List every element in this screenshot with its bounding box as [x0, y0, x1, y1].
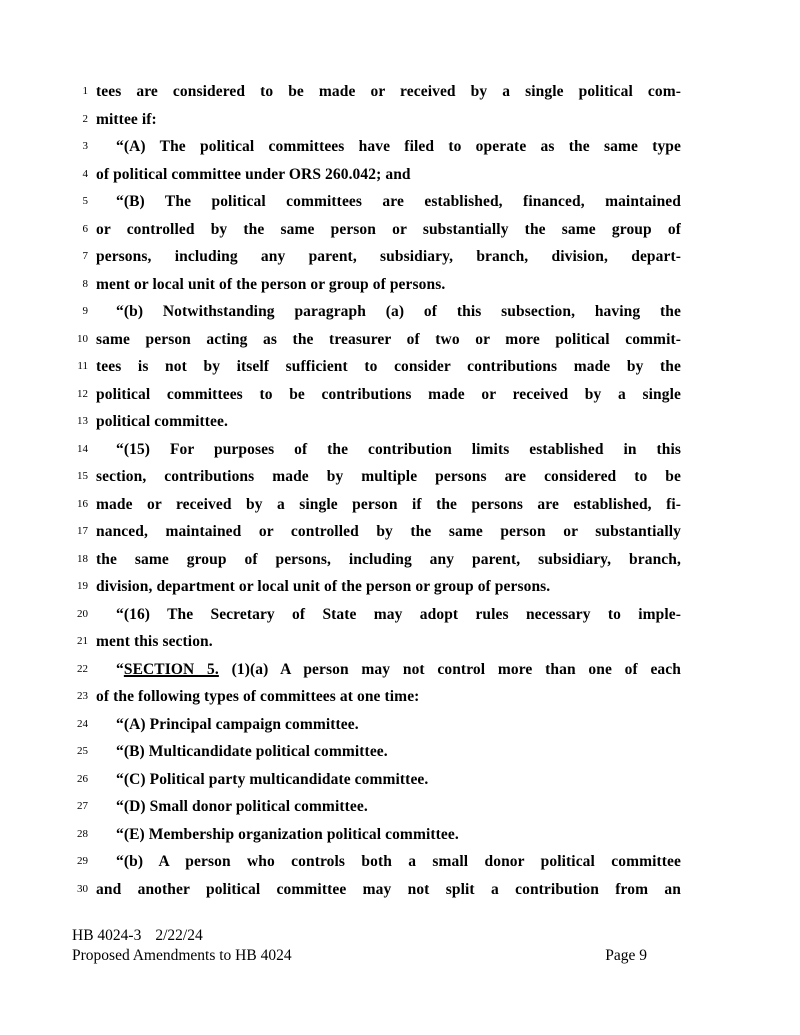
text-line: [72, 711, 681, 739]
line-text: [96, 353, 681, 381]
line-text: [96, 216, 681, 244]
text-line: [72, 518, 681, 546]
bill-text-body: [72, 78, 681, 903]
text-segment: “(D) Small donor political committee.: [116, 798, 368, 815]
text-segment: persons, including any parent, subsidiary, branch, division, depart-: [96, 248, 681, 265]
line-text: [96, 298, 681, 326]
line-number: 15: [77, 470, 88, 482]
line-text: [96, 876, 681, 904]
line-number: 16: [77, 497, 88, 510]
line-text: [96, 711, 681, 739]
line-number: 22: [77, 662, 88, 675]
text-segment: ment or local unit of the person or group of persons.: [96, 275, 446, 293]
footer-document-title: Proposed Amendments to HB 4024: [72, 947, 292, 964]
line-text: [96, 381, 681, 409]
line-number: 19: [77, 580, 88, 592]
line-text: [96, 188, 681, 216]
text-line: [72, 876, 681, 904]
line-number: 20: [77, 607, 88, 620]
line-text: [96, 683, 681, 711]
line-text: [96, 518, 681, 546]
line-number: 27: [77, 800, 88, 812]
text-segment: the same group of persons, including any parent, subsidiary, branch,: [96, 550, 681, 568]
underlined-section-label: SECTION 5.: [123, 660, 219, 678]
line-number: 24: [77, 717, 88, 730]
line-text: [96, 491, 681, 519]
text-line: [72, 106, 681, 134]
text-line: [72, 78, 681, 106]
footer-page-number: Page 9: [605, 947, 647, 964]
text-segment: ment this section.: [96, 633, 213, 650]
footer-bill-id: HB 4024-3: [72, 927, 142, 944]
line-text: [96, 848, 681, 876]
footer-date: 2/22/24: [155, 927, 203, 944]
line-text: [96, 656, 681, 684]
text-segment: “(15) For purposes of the contribution limits established in this: [116, 440, 681, 458]
text-line: [72, 683, 681, 711]
line-text: [96, 326, 681, 354]
line-text: [96, 628, 681, 656]
text-line: [72, 738, 681, 766]
line-number: 21: [77, 635, 88, 647]
text-segment: tees is not by itself sufficient to consider contributions made by the: [96, 358, 681, 375]
text-line: [72, 133, 681, 161]
line-text: [96, 133, 681, 161]
line-number: 7: [82, 250, 88, 262]
text-segment: nanced, maintained or controlled by the same person or substantially: [96, 523, 681, 540]
text-segment: “(E) Membership organization political committee.: [116, 825, 459, 843]
line-number: 10: [77, 332, 88, 345]
text-segment: “(A) Principal campaign committee.: [116, 715, 359, 733]
text-segment: same person acting as the treasurer of two or more political commit-: [96, 330, 681, 348]
text-line: [72, 326, 681, 354]
line-text: [96, 408, 681, 436]
text-segment: “: [116, 660, 124, 678]
footer-line-2: [72, 946, 647, 966]
line-text: [96, 436, 681, 464]
line-number: 1: [82, 85, 88, 97]
text-line: [72, 381, 681, 409]
line-text: [96, 573, 681, 601]
line-number: 28: [77, 827, 88, 840]
text-line: [72, 408, 681, 436]
text-segment: “(A) The political committees have filed to operate as the same type: [116, 138, 681, 155]
line-text: [96, 766, 681, 794]
text-line: [72, 546, 681, 574]
line-text: [96, 243, 681, 271]
text-segment: or controlled by the same person or substantially the same group of: [96, 220, 681, 238]
line-number: 18: [77, 552, 88, 565]
text-segment: “(C) Political party multicandidate committee.: [116, 770, 429, 788]
line-number: 12: [77, 387, 88, 400]
text-segment: “(16) The Secretary of State may adopt rules necessary to imple-: [116, 605, 681, 623]
text-line: [72, 463, 681, 491]
text-line: [72, 353, 681, 381]
text-segment: “(B) Multicandidate political committee.: [116, 743, 388, 760]
line-number: 3: [82, 140, 88, 152]
text-line: [72, 161, 681, 189]
line-text: [96, 463, 681, 491]
line-number: 14: [77, 442, 88, 455]
line-number: 13: [77, 415, 88, 427]
text-line: [72, 271, 681, 299]
footer-id-group: [72, 926, 203, 946]
text-segment: tees are considered to be made or received by a single political com-: [96, 83, 681, 100]
line-text: [96, 738, 681, 766]
line-number: 23: [77, 690, 88, 702]
text-segment: division, department or local unit of the person or group of persons.: [96, 578, 551, 595]
line-number: 11: [77, 360, 88, 372]
text-line: [72, 573, 681, 601]
page-footer: [72, 926, 647, 966]
line-number: 30: [77, 882, 88, 895]
text-segment: political committee.: [96, 413, 228, 430]
line-text: [96, 546, 681, 574]
line-text: [96, 106, 681, 134]
text-segment: “(b) Notwithstanding paragraph (a) of this subsection, having the: [116, 303, 681, 320]
text-segment: political committees to be contributions made or received by a single: [96, 385, 681, 403]
line-number: 25: [77, 745, 88, 757]
text-segment: mittee if:: [96, 110, 157, 128]
line-number: 5: [82, 195, 88, 207]
text-segment: and another political committee may not split a contribution from an: [96, 880, 681, 898]
text-line: [72, 656, 681, 684]
text-segment: “(B) The political committees are established, financed, maintained: [116, 193, 681, 210]
line-number: 6: [82, 222, 88, 235]
text-segment: of political committee under ORS 260.042; and: [96, 165, 411, 183]
line-number: 9: [82, 305, 88, 317]
line-number: 29: [77, 855, 88, 867]
line-text: [96, 793, 681, 821]
text-segment: made or received by a single person if the persons are established, fi-: [96, 495, 681, 513]
text-line: [72, 601, 681, 629]
line-text: [96, 161, 681, 189]
line-number: 8: [82, 277, 88, 290]
text-line: [72, 216, 681, 244]
line-number: 4: [82, 167, 88, 180]
line-text: [96, 78, 681, 106]
text-line: [72, 766, 681, 794]
text-line: [72, 243, 681, 271]
text-segment: (1)(a) A person may not control more than one of each: [218, 660, 681, 678]
footer-line-1: [72, 926, 647, 946]
line-number: 17: [77, 525, 88, 537]
text-line: [72, 821, 681, 849]
text-line: [72, 793, 681, 821]
line-number: 26: [77, 772, 88, 785]
line-text: [96, 601, 681, 629]
text-line: [72, 188, 681, 216]
text-line: [72, 491, 681, 519]
text-line: [72, 628, 681, 656]
line-text: [96, 821, 681, 849]
text-line: [72, 436, 681, 464]
text-line: [72, 848, 681, 876]
text-segment: of the following types of committees at one time:: [96, 688, 420, 705]
line-text: [96, 271, 681, 299]
text-line: [72, 298, 681, 326]
text-segment: section, contributions made by multiple persons are considered to be: [96, 468, 681, 485]
line-number: 2: [82, 112, 88, 125]
text-segment: “(b) A person who controls both a small donor political committee: [116, 853, 681, 870]
